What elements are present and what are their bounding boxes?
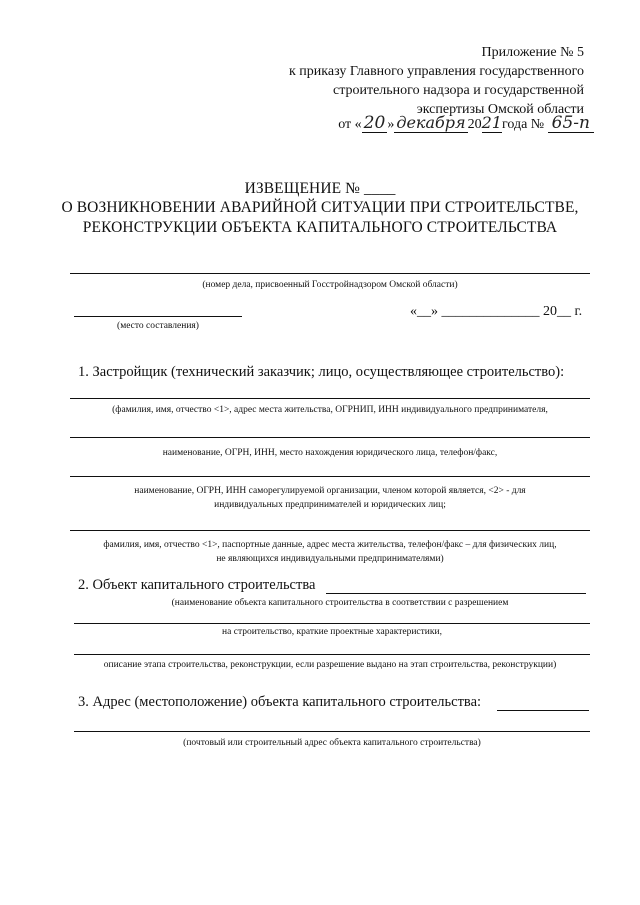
section1-line2 (70, 437, 590, 438)
section3-line1 (74, 731, 590, 732)
order-reference-line2: строительного надзора и государственной (332, 83, 584, 98)
notice-subtitle-line1: О ВОЗНИКНОВЕНИИ АВАРИЙНОЙ СИТУАЦИИ ПРИ СТРОИТЕЛЬСТВЕ, (61, 199, 579, 216)
order-reference-line1: к приказу Главного управления государственного (289, 64, 584, 79)
section1-caption1: (фамилия, имя, отчество <1>, адрес места жительства, ОГРНИП, ИНН индивидуального предпринимателя, (112, 405, 548, 415)
date-field: «__» ______________ 20__ г. (410, 304, 583, 319)
section1-line3 (70, 476, 590, 477)
section3-heading: 3. Адрес (местоположение) объекта капитального строительства: (78, 694, 482, 710)
date-open-quote: от « (338, 117, 362, 132)
section3-caption1: (почтовый или строительный адрес объекта капитального строительства) (183, 738, 481, 748)
section1-heading: 1. Застройщик (технический заказчик; лицо, осуществляющее строительство): (78, 364, 565, 380)
section1-caption4b: не являющихся индивидуальными предпринимателями) (216, 554, 444, 564)
notice-title: ИЗВЕЩЕНИЕ № ____ (244, 180, 396, 197)
section2-caption1: (наименование объекта капитального строительства в соответствии с разрешением (171, 598, 509, 608)
section1-line1 (70, 398, 590, 399)
case-number-line (70, 273, 590, 274)
date-close-quote: » (387, 117, 395, 132)
case-number-caption: (номер дела, присвоенный Госстройнадзором Омской области) (202, 280, 458, 290)
handwritten-month: декабря (396, 113, 466, 132)
place-caption: (место составления) (117, 321, 199, 331)
section1-caption4a: фамилия, имя, отчество <1>, паспортные данные, адрес места жительства, телефон/факс – для физических лиц, (103, 540, 557, 550)
place-line (74, 316, 242, 317)
section2-line3 (74, 654, 590, 655)
year-suffix: года № (501, 117, 545, 132)
section2-line2 (74, 623, 590, 624)
section3-heading-line (497, 710, 589, 711)
section2-heading-line (326, 593, 586, 594)
handwritten-day: 20 (363, 113, 386, 133)
section1-caption2: наименование, ОГРН, ИНН, место нахождения юридического лица, телефон/факс, (162, 448, 498, 458)
section2-caption2: на строительство, краткие проектные характеристики, (222, 627, 442, 637)
handwritten-order-number: 65-п (548, 114, 594, 133)
section1-caption3a: наименование, ОГРН, ИНН саморегулируемой организации, членом которой является, <2> - для (134, 486, 526, 496)
section2-caption3: описание этапа строительства, реконструкции, если разрешение выдано на этап строительства, реконструкции) (103, 660, 557, 670)
order-reference-line3: экспертизы Омской области (416, 102, 584, 117)
appendix-title: Приложение № 5 (481, 45, 584, 60)
notice-subtitle-line2: РЕКОНСТРУКЦИИ ОБЪЕКТА КАПИТАЛЬНОГО СТРОИТЕЛЬСТВА (82, 219, 558, 236)
section2-heading: 2. Объект капитального строительства (78, 577, 316, 593)
section1-line4 (70, 530, 590, 531)
section1-caption3b: индивидуальных предпринимателей и юридических лиц; (214, 500, 446, 510)
order-date-line (338, 114, 594, 134)
year-prefix: 20 (467, 117, 482, 132)
handwritten-year: 21 (481, 113, 502, 132)
